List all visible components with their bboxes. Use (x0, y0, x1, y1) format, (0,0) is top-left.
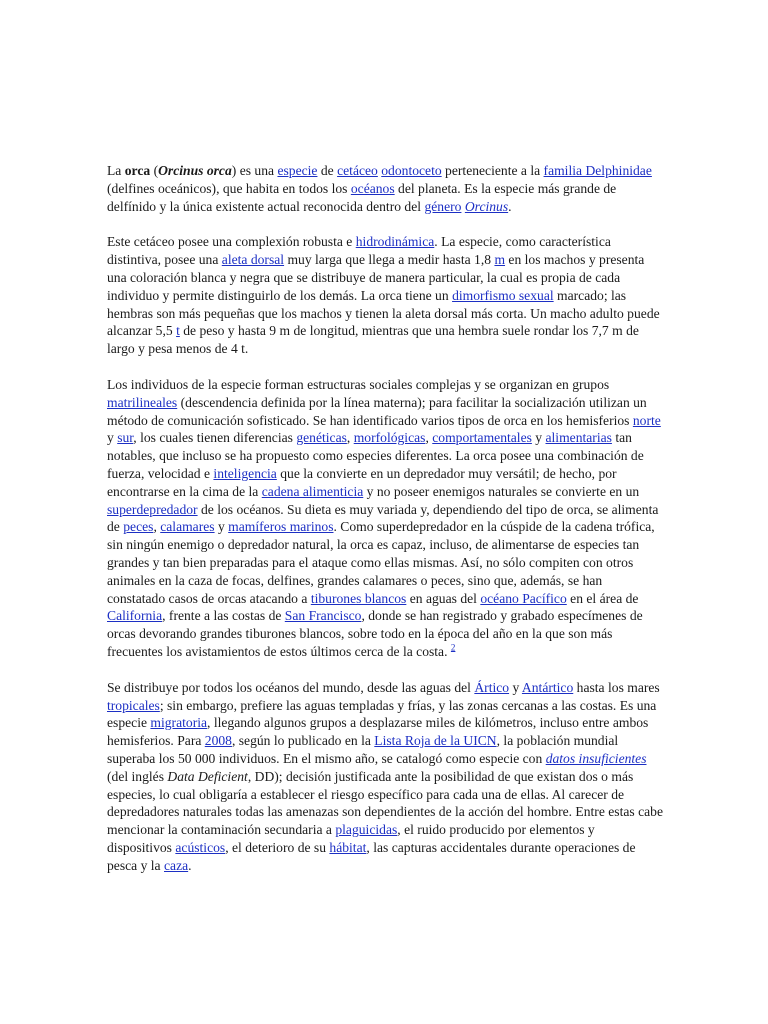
link-norte[interactable]: norte (632, 412, 661, 428)
text-run: , según lo publicado en la (231, 733, 375, 749)
text-run: , donde se han registrado y grabado especímenes de orcas devorando grandes tiburones blancos, sobre todo en la época del año en la que son más frecuentes los avistamientos de estos últimos cerca de la costa. (107, 608, 643, 659)
text-run: , DD); decisión justificada ante la posibilidad de que existan dos o más especies, lo cual obligaría a establecer el riesgo específico para cada una de ellas. Al carecer de depredadores naturales todas las amenazas son dependientes de la acción del hombre. Entre estas cabe mencionar la contaminación secundaria a (107, 768, 663, 838)
text-run: Se distribuye por todos los océanos del mundo, desde las aguas del (107, 679, 475, 695)
text-run: . (188, 857, 192, 873)
link-acusticos[interactable]: acústicos (175, 839, 226, 855)
text-run: tan notables, que incluso se ha propuesto como especies diferentes. La orca posee una combinación de fuerza, velocidad e (107, 430, 644, 481)
reference-link[interactable]: 2 (450, 642, 456, 653)
text-run: . (508, 198, 512, 214)
paragraph-distribution (107, 679, 663, 875)
link-aleta-dorsal[interactable]: aleta dorsal (221, 252, 285, 268)
text-run: , llegando algunos grupos a desplazarse miles de kilómetros, incluso entre ambos hemisferios. Para (107, 715, 649, 749)
text-run: Este cetáceo posee una complexión robusta e (107, 234, 356, 250)
text-run: Orcinus orca (158, 163, 232, 178)
text-run: y (107, 430, 118, 446)
link-2008[interactable]: 2008 (204, 733, 232, 749)
link-california[interactable]: California (107, 608, 163, 624)
link-orcinus[interactable]: Orcinus (464, 198, 509, 214)
link-lista-roja-de-la-uicn[interactable]: Lista Roja de la UICN (374, 733, 497, 749)
link-m[interactable]: m (494, 252, 506, 268)
link-superdepredador[interactable]: superdepredador (107, 501, 198, 517)
link-dimorfismo-sexual[interactable]: dimorfismo sexual (452, 287, 554, 303)
paragraph-behavior (107, 376, 663, 661)
link-alimentarias[interactable]: alimentarias (545, 430, 612, 446)
text-run: de los océanos. Su dieta es muy variada y, dependiendo del tipo de orca, se alimenta de (107, 501, 659, 535)
text-run: (descendencia definida por la línea materna); para facilitar la socialización utilizan un método de comunicación sofisticado. Se han identificado varios tipos de orca en los hemisferios (107, 394, 647, 428)
link-especie[interactable]: especie (277, 163, 318, 178)
link-habitat[interactable]: hábitat (329, 839, 367, 855)
link-tiburones-blancos[interactable]: tiburones blancos (310, 590, 407, 606)
link-sur[interactable]: sur (117, 430, 134, 446)
link-geneticas[interactable]: genéticas (296, 430, 347, 446)
link-comportamentales[interactable]: comportamentales (432, 430, 532, 446)
paragraph-intro (107, 162, 663, 215)
superscript (451, 642, 456, 652)
text-run: (del inglés (107, 768, 168, 784)
link-calamares[interactable]: calamares (160, 519, 215, 535)
link-hidrodinamica[interactable]: hidrodinámica (355, 234, 435, 250)
text-run: del planeta. Es la especie más grande de delfínido y la única existente actual reconocida dentro del (107, 180, 617, 214)
link-san-francisco[interactable]: San Francisco (284, 608, 362, 624)
text-run: , las capturas accidentales durante operaciones de pesca y la (107, 839, 636, 873)
link-datos-insuficientes[interactable]: datos insuficientes (545, 750, 647, 766)
text-run: perteneciente a la (441, 163, 544, 178)
link-plaguicidas[interactable]: plaguicidas (335, 822, 398, 838)
text-run: en el área de (566, 590, 639, 606)
link-familia-delphinidae[interactable]: familia Delphinidae (543, 163, 652, 178)
link-mamiferos-marinos[interactable]: mamíferos marinos (228, 519, 334, 535)
text-run: hasta los mares (573, 679, 660, 695)
text-run: en los machos y presenta una coloración blanca y negra que se distribuye de manera particular, la cual es propia de cada individuo y permite distinguirlo de los demás. La orca tiene un (107, 252, 645, 303)
article-body (107, 162, 663, 892)
text-run: La (107, 163, 125, 178)
text-run: , (346, 430, 354, 446)
link-oceano-pacifico[interactable]: océano Pacífico (480, 590, 567, 606)
text-run: muy larga que llega a medir hasta 1,8 (284, 252, 495, 268)
link-artico[interactable]: Ártico (474, 679, 510, 695)
text-run: que la convierte en un depredador muy versátil; de hecho, por encontrarse en la cima de la (107, 465, 617, 499)
text-run: , el ruido producido por elementos y dispositivos (107, 822, 595, 855)
text-run: y no poseer enemigos naturales se convierte en un (363, 483, 640, 499)
text-run: . La especie, como característica distintiva, posee una (107, 234, 611, 268)
text-run: Data Deficient (167, 768, 248, 784)
text-run: ) es una (231, 163, 278, 178)
text-run: , (425, 430, 433, 446)
text-run: . Como superdepredador en la cúspide de la cadena trófica, sin ningún enemigo o depredador natural, la orca es capaz, incluso, de alimentarse de especies tan grandes y tan bien preparadas para el ataque como ellas mismas. Así, no sólo compiten con otros animales en la caza de focas, delfines, grandes calamares o peces, sino que, además, se han constatado casos de orcas atacando a (107, 519, 655, 606)
link-t[interactable]: t (176, 323, 180, 339)
text-run: en aguas del (406, 590, 481, 606)
link-matrilineales[interactable]: matrilineales (107, 394, 178, 410)
text-run: , (153, 519, 161, 535)
link-genero[interactable]: género (424, 198, 462, 214)
link-migratoria[interactable]: migratoria (150, 715, 208, 731)
link-oceanos[interactable]: océanos (350, 180, 395, 196)
text-run: , los cuales tienen diferencias (133, 430, 297, 446)
text-run: , frente a las costas de (162, 608, 285, 624)
text-run: de (317, 163, 338, 178)
text-run: ; sin embargo, prefiere las aguas templadas y frías, y las zonas cercanas a las costas. Es una especie (107, 697, 657, 731)
text-run: marcado; las hembras son más pequeñas que los machos y tienen la aleta dorsal más corta. Un macho adulto puede alcanzar 5,5 (107, 287, 660, 339)
text-run: (delfines oceánicos), que habita en todos los (107, 180, 351, 196)
link-cadena-alimenticia[interactable]: cadena alimenticia (261, 483, 364, 499)
text-run: Los individuos de la especie forman estructuras sociales complejas y se organizan en grupos (107, 376, 610, 392)
text-run: ( (150, 163, 159, 178)
link-odontoceto[interactable]: odontoceto (381, 163, 442, 178)
link-antartico[interactable]: Antártico (521, 679, 574, 695)
text-run: y (509, 679, 522, 695)
text-run: y (531, 430, 546, 446)
link-peces[interactable]: peces (123, 519, 154, 535)
link-tropicales[interactable]: tropicales (107, 697, 160, 713)
link-inteligencia[interactable]: inteligencia (213, 465, 277, 481)
paragraph-description (107, 233, 663, 358)
text-run: orca (124, 163, 151, 178)
text-run: y (214, 519, 229, 535)
link-caza[interactable]: caza (164, 857, 189, 873)
text-run: de peso y hasta 9 m de longitud, mientras que una hembra suele rondar los 7,7 m de largo y pesa menos de 4 t. (107, 323, 639, 357)
text-run: , la población mundial superaba los 50 000 individuos. En el mismo año, se catalogó como especie con (107, 733, 619, 766)
text-run: , el deterioro de su (225, 839, 330, 855)
link-morfologicas[interactable]: morfológicas (353, 430, 426, 446)
link-cetaceo[interactable]: cetáceo (337, 163, 378, 178)
